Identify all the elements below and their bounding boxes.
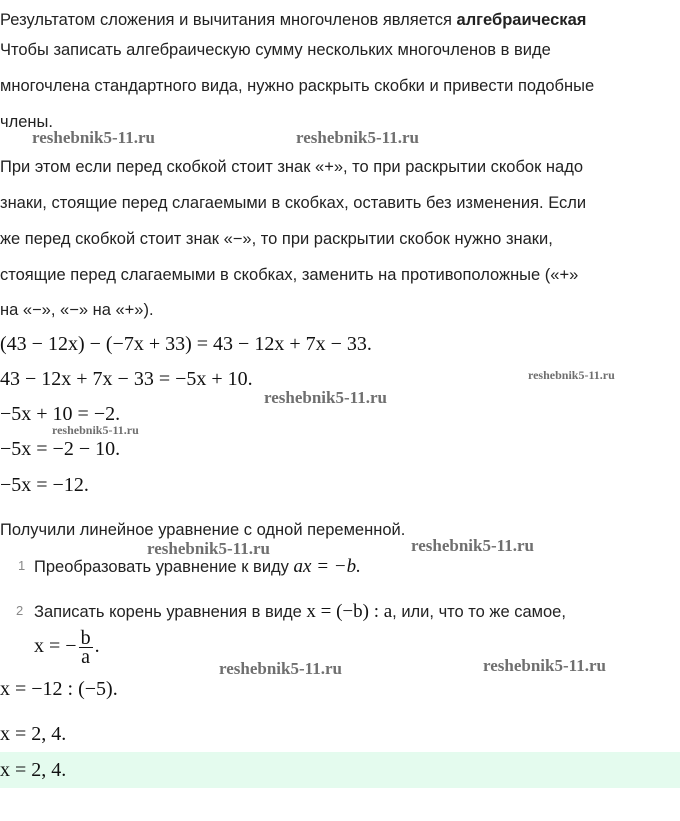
equation: −5x = −2 − 10. — [0, 438, 121, 460]
paragraph-line: При этом если перед скобкой стоит знак «+», то при раскрытии скобок надо — [0, 158, 584, 176]
paragraph-line: стоящие перед слагаемыми в скобках, заменить на противоположные («+» — [0, 266, 579, 284]
watermark: reshebnik5-11.ru — [411, 536, 534, 555]
fraction-formula: x = − $\frac{b}{a}$ . — [34, 626, 100, 668]
equation: −5x = −12. — [0, 474, 89, 496]
equation: x = 2, 4. — [0, 723, 67, 745]
watermark: reshebnik5-11.ru — [483, 656, 606, 675]
equation: −5x + 10 = −2. — [0, 403, 121, 425]
answer-highlight — [0, 752, 680, 788]
paragraph-line: многочлена стандартного вида, нужно раскрыть скобки и привести подобные — [0, 77, 595, 95]
paragraph-intro: Результатом сложения и вычитания многочленов является алгебраическая — [0, 11, 587, 29]
list-number: 1 — [18, 558, 26, 573]
watermark: reshebnik5-11.ru — [264, 388, 387, 407]
watermark: reshebnik5-11.ru — [52, 423, 139, 437]
watermark: reshebnik5-11.ru — [32, 128, 155, 147]
equation: 43 − 12x + 7x − 33 = −5x + 10. — [0, 368, 253, 390]
watermark: reshebnik5-11.ru — [528, 368, 615, 382]
equation: (43 − 12x) − (−7x + 33) = 43 − 12x + 7x − 33. — [0, 333, 372, 355]
paragraph-line: знаки, стоящие перед слагаемыми в скобках, оставить без изменения. Если — [0, 194, 587, 212]
paragraph-line: же перед скобкой стоит знак «−», то при раскрытии скобок нужно знаки, — [0, 230, 553, 248]
watermark: reshebnik5-11.ru — [219, 659, 342, 678]
paragraph-line: на «−», «−» на «+»). — [0, 301, 154, 319]
paragraph-line: Получили линейное уравнение с одной переменной. — [0, 521, 406, 539]
paragraph-line: члены. — [0, 113, 53, 131]
watermark: reshebnik5-11.ru — [147, 539, 270, 558]
list-item: Преобразовать уравнение к виду ax = −b. — [34, 556, 361, 577]
list-number: 2 — [16, 603, 24, 618]
answer-equation: x = 2, 4. — [0, 759, 67, 781]
paragraph-line: Чтобы записать алгебраическую сумму нескольких многочленов в виде — [0, 41, 551, 59]
list-item: Записать корень уравнения в виде x = (−b) : a, или, что то же самое, — [34, 601, 566, 622]
equation: x = −12 : (−5). — [0, 678, 118, 700]
watermark: reshebnik5-11.ru — [296, 128, 419, 147]
